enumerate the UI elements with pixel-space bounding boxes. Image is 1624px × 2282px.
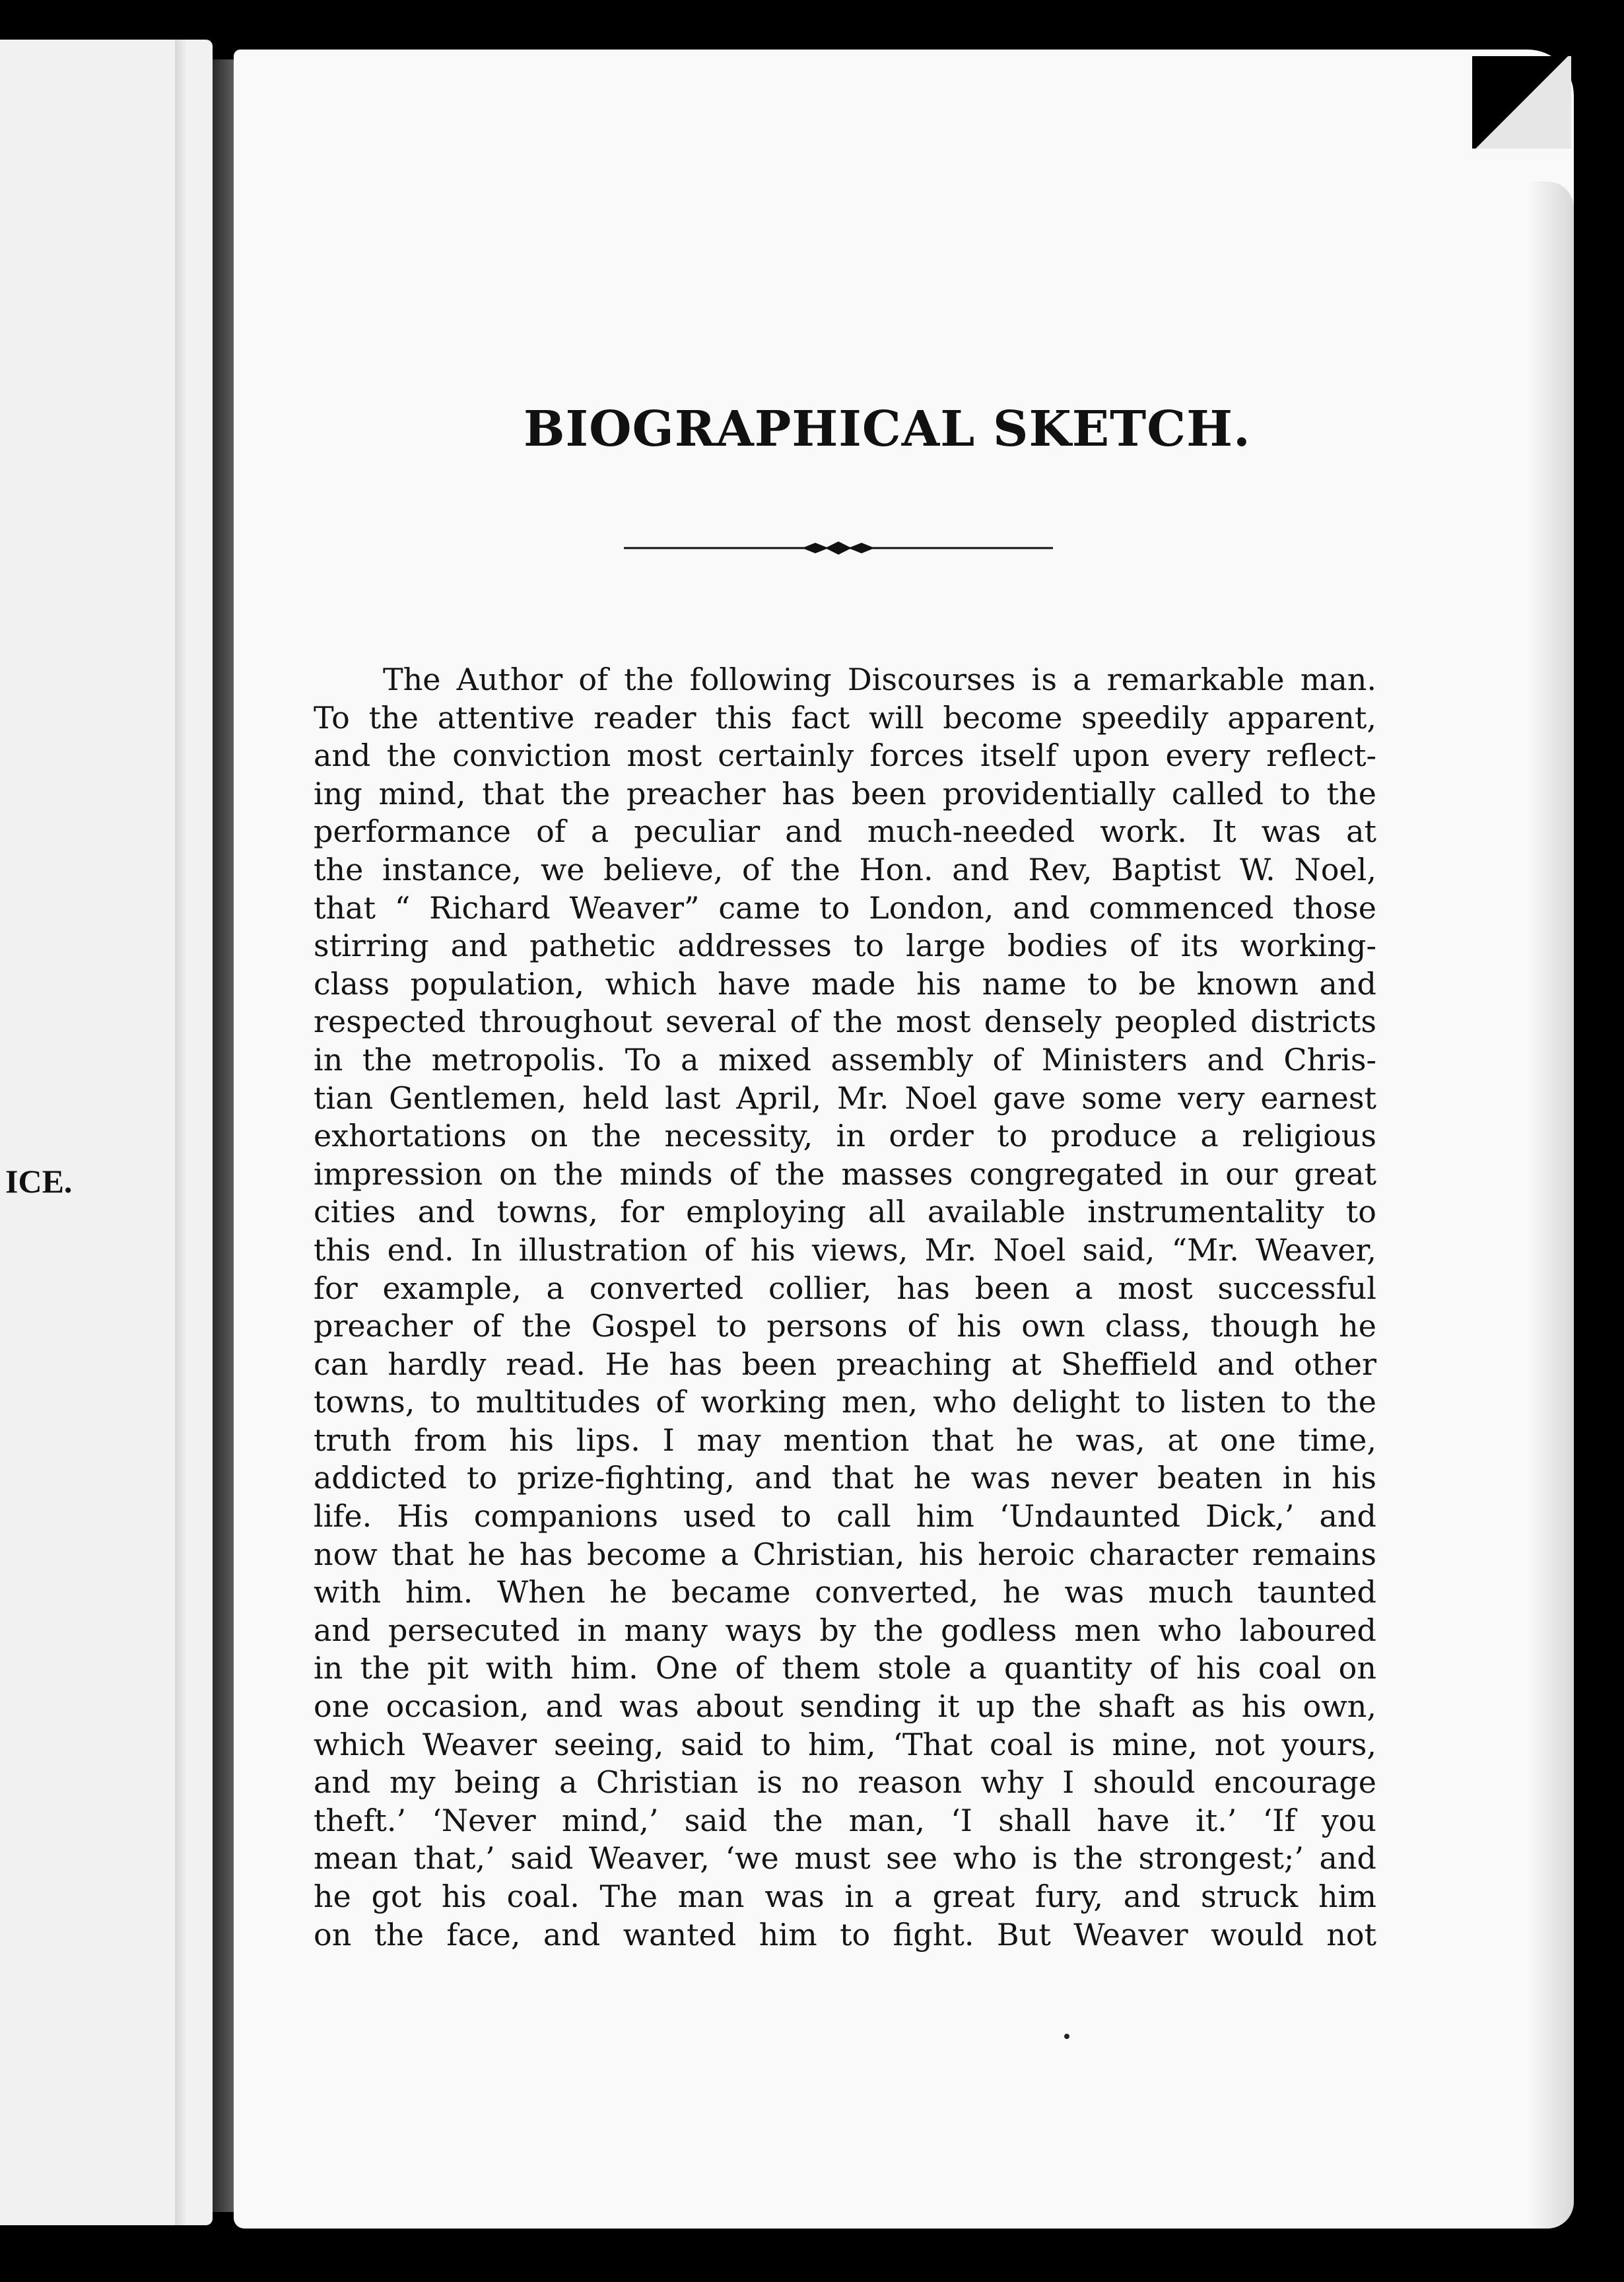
text-line: with him. When he became converted, he was much taunted xyxy=(314,1574,1376,1610)
title-ornament-rule xyxy=(624,535,1053,561)
text-line: one occasion, and was about sending it up the shaft as his own, xyxy=(314,1688,1376,1725)
text-line: tian Gentlemen, held last April, Mr. Noel gave some very earnest xyxy=(314,1080,1376,1116)
text-line: he got his coal. The man was in a great fury, and struck him xyxy=(314,1879,1376,1914)
left-page xyxy=(0,40,213,2225)
left-page-edge xyxy=(175,40,188,2225)
text-line: performance of a peculiar and much-needed work. It was at xyxy=(314,813,1376,850)
text-line: and persecuted in many ways by the godless men who laboured xyxy=(314,1612,1376,1648)
text-line: towns, to multitudes of working men, who delight to listen to the xyxy=(314,1384,1376,1420)
text-line: To the attentive reader this fact will become speedily apparent, xyxy=(314,699,1376,736)
text-line: and my being a Christian is no reason why I should encourage xyxy=(314,1764,1376,1801)
page-title: BIOGRAPHICAL SKETCH. xyxy=(524,401,1251,458)
folded-corner xyxy=(1472,56,1571,149)
text-line: in the pit with him. One of them stole a quantity of his coal on xyxy=(314,1650,1376,1686)
text-line: respected throughout several of the most densely peopled districts xyxy=(314,1004,1376,1040)
text-line: class population, which have made his name to be known and xyxy=(314,965,1376,1002)
left-margin-fragment: ICE. xyxy=(5,1163,73,1200)
text-line: life. His companions used to call him ‘Undaunted Dick,’ and xyxy=(314,1498,1376,1535)
text-line: can hardly read. He has been preaching at Sheffield and other xyxy=(314,1346,1376,1382)
text-line: impression on the minds of the masses congregated in our great xyxy=(314,1156,1376,1192)
text-line: now that he has become a Christian, his heroic character remains xyxy=(314,1536,1376,1572)
ink-speck xyxy=(1064,2034,1069,2039)
text-line: the instance, we believe, of the Hon. and Rev, Baptist W. Noel, xyxy=(314,851,1376,887)
biographical-sketch-body xyxy=(314,661,1376,1954)
page-edge-shadow xyxy=(1528,182,1574,2229)
text-line: which Weaver seeing, said to him, ‘That coal is mine, not yours, xyxy=(314,1726,1376,1762)
text-line: ing mind, that the preacher has been providentially called to the xyxy=(314,775,1376,812)
text-line: for example, a converted collier, has been a most successful xyxy=(314,1270,1376,1306)
ornament-rule-icon xyxy=(624,535,1053,561)
text-line: theft.’ ‘Never mind,’ said the man, ‘I shall have it.’ ‘If you xyxy=(314,1802,1376,1838)
text-line: stirring and pathetic addresses to large bodies of its working- xyxy=(314,928,1376,964)
text-line: exhortations on the necessity, in order to produce a religious xyxy=(314,1118,1376,1154)
text-line: in the metropolis. To a mixed assembly of Ministers and Chris- xyxy=(314,1041,1376,1078)
text-line: mean that,’ said Weaver, ‘we must see who is the strongest;’ and xyxy=(314,1840,1376,1877)
text-line: The Author of the following Discourses is a remarkable man. xyxy=(383,662,1376,697)
text-line: on the face, and wanted him to fight. But Weaver would not xyxy=(314,1916,1376,1953)
text-line: truth from his lips. I may mention that he was, at one time, xyxy=(314,1422,1376,1458)
text-line: cities and towns, for employing all available instrumentality to xyxy=(314,1194,1376,1230)
text-line: addicted to prize-fighting, and that he was never beaten in his xyxy=(314,1460,1376,1496)
text-line: this end. In illustration of his views, Mr. Noel said, “Mr. Weaver, xyxy=(314,1231,1376,1268)
text-line: preacher of the Gospel to persons of his own class, though he xyxy=(314,1308,1376,1344)
text-line: that “ Richard Weaver” came to London, and commenced those xyxy=(314,889,1376,926)
text-line: and the conviction most certainly forces itself upon every reflect- xyxy=(314,738,1376,774)
